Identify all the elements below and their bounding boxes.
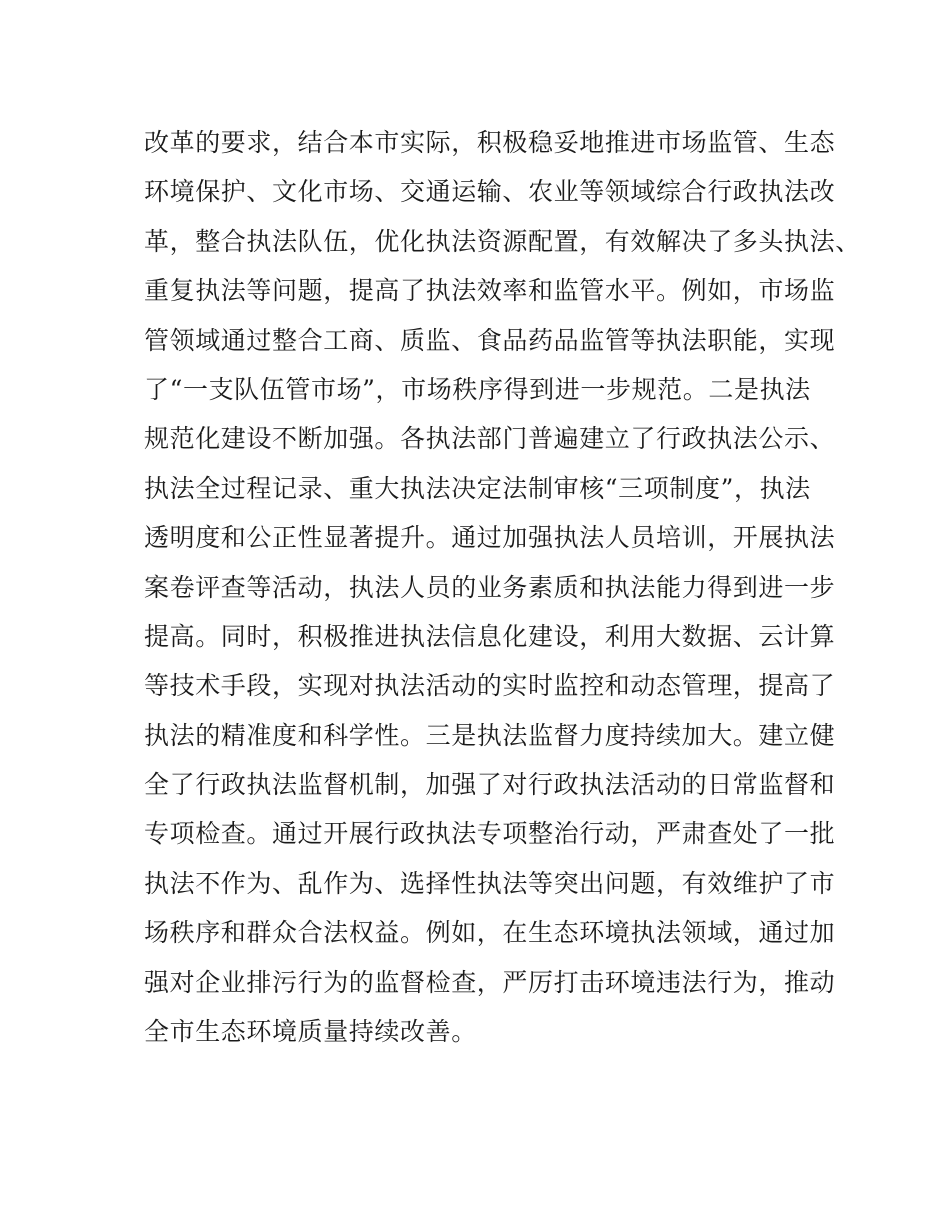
text-line: 了“一支队伍管市场”，市场秩序得到进一步规范。二是执法 <box>144 374 811 404</box>
text-line: 重复执法等问题，提高了执法效率和监管水平。例如，市场监 <box>144 276 836 306</box>
text-line: 执法的精准度和科学性。三是执法监督力度持续加大。建立健 <box>144 720 836 750</box>
body-paragraph <box>144 118 861 1056</box>
text-line: 场秩序和群众合法权益。例如，在生态环境执法领域，通过加 <box>144 918 836 948</box>
text-line: 执法不作为、乱作为、选择性执法等突出问题，有效维护了市 <box>144 868 836 898</box>
text-line: 全市生态环境质量持续改善。 <box>144 1017 477 1047</box>
text-line: 专项检查。通过开展行政执法专项整治行动，严肃查处了一批 <box>144 819 836 849</box>
text-line: 等技术手段，实现对执法活动的实时监控和动态管理，提高了 <box>144 671 836 701</box>
text-line: 革，整合执法队伍，优化执法资源配置，有效解决了多头执法、 <box>144 226 861 256</box>
text-line: 透明度和公正性显著提升。通过加强执法人员培训，开展执法 <box>144 523 836 553</box>
text-line: 环境保护、文化市场、交通运输、农业等领域综合行政执法改 <box>144 177 836 207</box>
text-line: 改革的要求，结合本市实际，积极稳妥地推进市场监管、生态 <box>144 128 836 157</box>
text-line: 提高。同时，积极推进执法信息化建设，利用大数据、云计算 <box>144 621 836 651</box>
text-line: 全了行政执法监督机制，加强了对行政执法活动的日常监督和 <box>144 770 836 800</box>
text-line: 管领域通过整合工商、质监、食品药品监管等执法职能，实现 <box>144 325 836 355</box>
text-line: 强对企业排污行为的监督检查，严厉打击环境违法行为，推动 <box>144 967 836 997</box>
text-line: 规范化建设不断加强。各执法部门普遍建立了行政执法公示、 <box>144 424 836 454</box>
text-line: 案卷评查等活动，执法人员的业务素质和执法能力得到进一步 <box>144 572 836 602</box>
text-line: 执法全过程记录、重大执法决定法制审核“三项制度”，执法 <box>144 473 811 503</box>
